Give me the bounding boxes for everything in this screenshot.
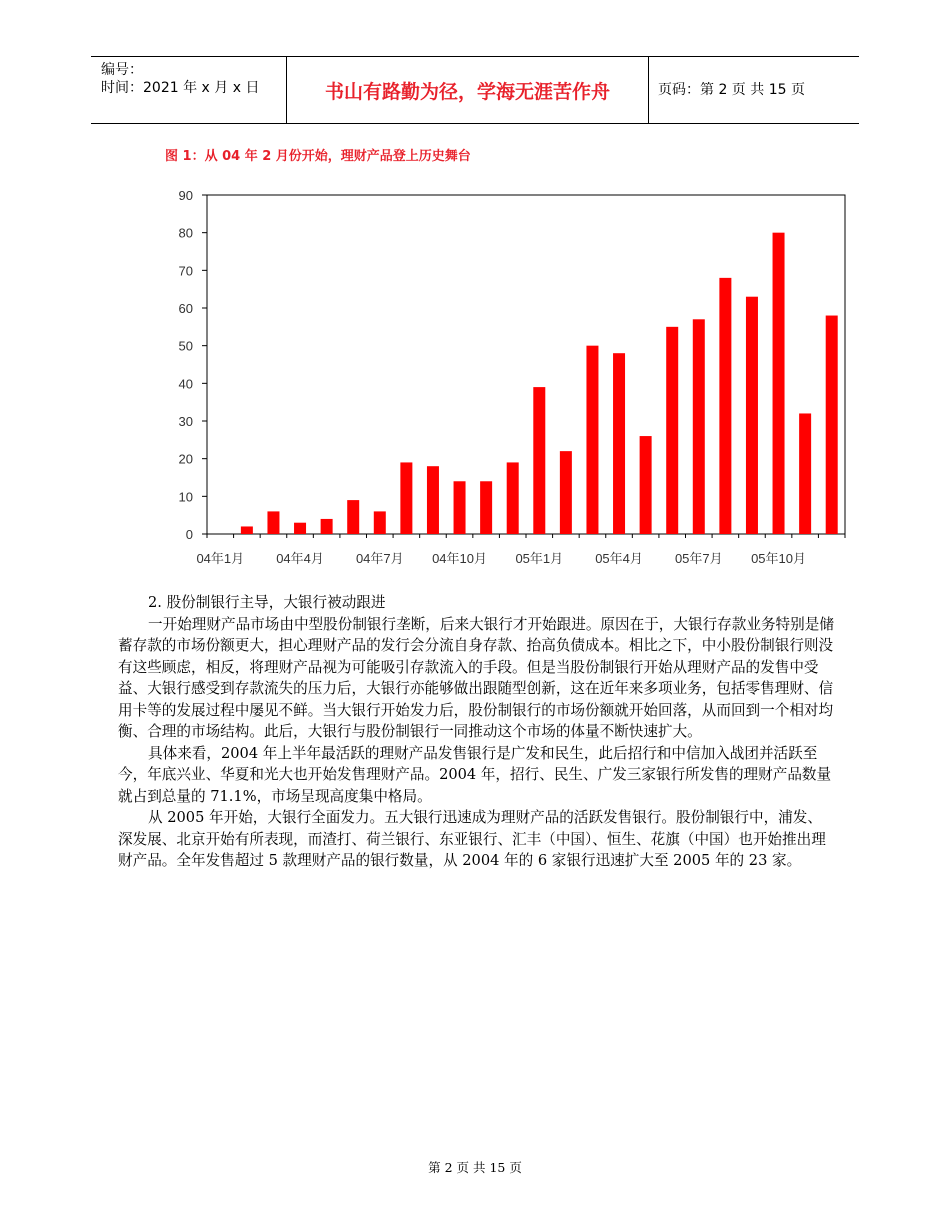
- bars: [241, 233, 838, 534]
- bar: [826, 316, 838, 534]
- bar: [294, 523, 306, 534]
- bar: [241, 526, 253, 534]
- number-label: 编号：: [101, 62, 143, 78]
- bar: [586, 346, 598, 534]
- bar: [799, 413, 811, 534]
- y-tick-label: 30: [178, 414, 193, 429]
- x-tick-label: 04年10月: [432, 551, 488, 566]
- bar: [640, 436, 652, 534]
- x-tick-label: 04年7月: [355, 551, 404, 566]
- x-tick-label: 05年7月: [674, 551, 723, 566]
- y-tick-label: 90: [178, 188, 193, 203]
- time-label: 时间：2021 年 x 月 x 日: [101, 80, 260, 96]
- bar-chart: [0, 0, 950, 580]
- y-tick-label: 20: [178, 451, 193, 467]
- bar: [507, 462, 519, 534]
- paragraph: 具体来看，2004 年上半年最活跃的理财产品发售银行是广发和民生，此后招行和中信加入战团并活跃至今，年底兴业、华夏和光大也开始发售理财产品。2004 年，招行、民生、广发三家银行所发售的理财产品数量就占到总量的 71.1%，市场呈现高度集中格局。: [118, 744, 832, 805]
- y-tick-label: 0: [185, 527, 193, 542]
- paragraph: 一开始理财产品市场由中型股份制银行垄断，后来大银行才开始跟进。原因在于，大银行存款业务特别是储蓄存款的市场份额更大，担心理财产品的发行会分流自身存款、抬高负债成本。相比之下，中小股份制银行则没有这些顾虑，相反，将理财产品视为可能吸引存款流入的手段。但是当股份制银行开始从理财产品的发售中受益、大银行感受到存款流失的压力后，大银行亦能够做出跟随型创新，这在近年来多项业务，包括零售理财、信用卡等的发展过程中屡见不鲜。当大银行开始发力后，股份制银行的市场份额就开始回落，从而回到一个相对均衡、合理的市场结构。此后，大银行与股份制银行一同推动这个市场的体量不断快速扩大。: [118, 615, 834, 740]
- x-tick-label: 05年1月: [515, 551, 564, 566]
- bar: [773, 233, 785, 534]
- x-tick-label: 05年4月: [595, 551, 643, 566]
- y-tick-label: 50: [178, 338, 193, 354]
- x-tick-label: 04年4月: [276, 551, 324, 566]
- bar: [321, 519, 333, 534]
- y-axis: [179, 188, 207, 542]
- paragraph: 从 2005 年开始，大银行全面发力。五大银行迅速成为理财产品的活跃发售银行。股份制银行中，浦发、深发展、北京开始有所表现，而渣打、荷兰银行、东亚银行、汇丰（中国）、恒生、花旗（中国）也开始推出理财产品。全年发售超过 5 款理财产品的银行数量，从 2004 年的 6 家银行迅速扩大至 2005 年的 23 家。: [118, 809, 826, 869]
- bar: [666, 327, 678, 534]
- y-tick-label: 40: [178, 376, 193, 392]
- bar: [719, 278, 731, 534]
- figure-title: 图 1：从 04 年 2 月份开始，理财产品登上历史舞台: [165, 149, 471, 164]
- x-tick-label: 04年1月: [196, 551, 245, 566]
- y-tick-label: 60: [178, 301, 193, 316]
- bar: [533, 387, 545, 534]
- header-motto: 书山有路勤为径，学海无涯苦作舟: [324, 81, 610, 103]
- y-tick-label: 10: [178, 489, 193, 505]
- bar: [427, 466, 439, 534]
- y-tick-label: 70: [178, 263, 193, 279]
- bar: [347, 500, 359, 534]
- page-footer: 第 2 页 共 15 页: [428, 1160, 522, 1175]
- bar: [746, 297, 758, 534]
- y-tick-label: 80: [178, 225, 193, 241]
- bar: [267, 511, 279, 534]
- bar: [693, 319, 705, 534]
- bar: [560, 451, 572, 534]
- bar: [454, 481, 466, 534]
- bar: [400, 462, 412, 534]
- section-heading: 2. 股份制银行主导，大银行被动跟进: [148, 594, 386, 611]
- bar: [613, 353, 625, 534]
- body-text: [118, 592, 834, 872]
- header-page-info: 页码：第 2 页 共 15 页: [658, 82, 805, 98]
- bar: [374, 511, 386, 534]
- bar: [480, 481, 492, 534]
- x-axis: [196, 534, 845, 566]
- x-tick-label: 05年10月: [751, 551, 807, 566]
